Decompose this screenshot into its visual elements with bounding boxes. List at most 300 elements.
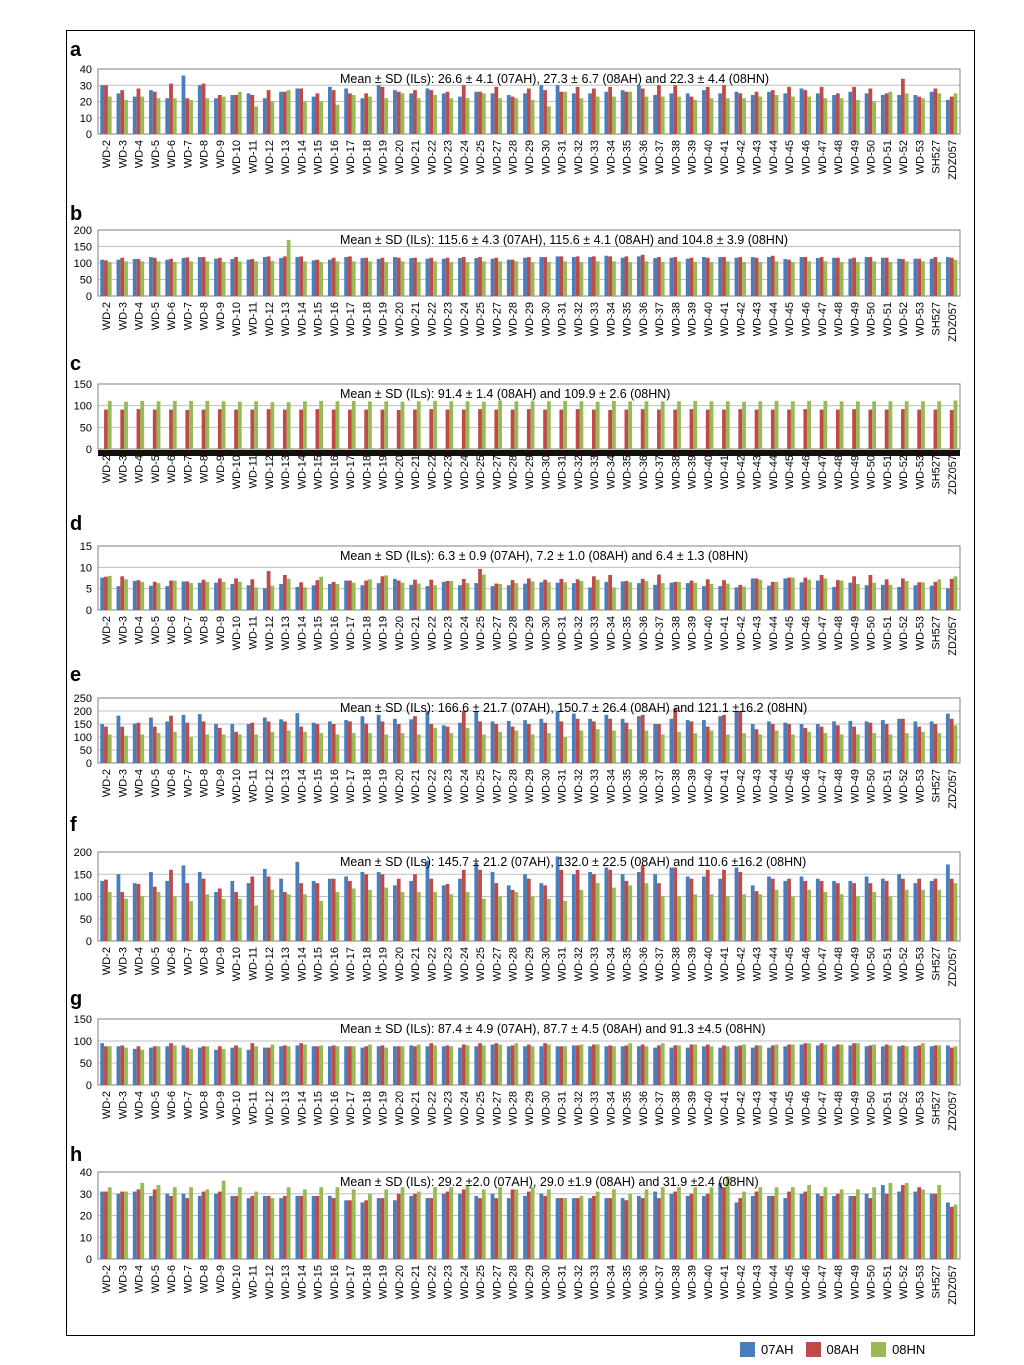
bar-08ah-zdz057 [950,97,954,134]
bar-08hn-wd-2 [108,1187,112,1259]
chart-panel-g [70,988,960,1131]
y-tick-label: 200 [73,706,92,718]
x-tick-label: WD-17 [345,1091,358,1126]
bar-07ah-wd-17 [344,257,348,296]
bar-08ah-wd-30 [543,1043,547,1085]
bar-08ah-wd-2 [104,1192,108,1259]
bar-08hn-wd-13 [287,894,291,941]
bar-07ah-wd-9 [214,583,218,610]
bar-07ah-wd-41 [718,879,722,941]
bar-07ah-wd-34 [604,1198,608,1259]
bar-08hn-wd-37 [661,897,665,942]
bar-08hn-wd-48 [840,581,844,610]
bar-08ah-wd-16 [332,724,336,763]
bar-08ah-wd-42 [738,872,742,941]
bar-08ah-wd-12 [267,256,271,296]
bar-08ah-wd-46 [803,578,807,610]
bar-07ah-wd-40 [702,257,706,296]
bar-08ah-wd-3 [120,410,124,449]
bar-08ah-wd-48 [836,580,840,610]
bar-08hn-sh527 [937,733,941,763]
bar-08hn-wd-9 [222,899,226,941]
bar-08ah-wd-16 [332,90,336,134]
bar-07ah-wd-44 [767,876,771,941]
bar-07ah-wd-39 [686,1196,690,1259]
x-tick-label: WD-53 [914,140,927,175]
bar-07ah-wd-2 [100,1043,104,1085]
bar-07ah-wd-2 [100,1192,104,1259]
bar-08ah-wd-44 [771,879,775,941]
bar-08hn-wd-44 [775,95,779,134]
x-tick-label: WD-18 [361,1091,374,1126]
bar-07ah-wd-21 [409,93,413,134]
bar-08hn-wd-28 [514,583,518,610]
bar-08hn-wd-30 [547,733,551,763]
bar-07ah-sh527 [930,1046,934,1085]
x-tick-label: WD-10 [231,769,244,804]
bar-08hn-wd-46 [807,732,811,763]
x-tick-label: WD-28 [507,302,520,337]
bar-08hn-wd-15 [319,733,323,763]
bar-07ah-wd-41 [718,257,722,296]
x-tick-label: WD-49 [849,616,862,651]
bar-07ah-wd-37 [653,1192,657,1259]
bar-07ah-wd-19 [377,1198,381,1259]
bar-07ah-wd-49 [848,583,852,610]
x-tick-label: WD-21 [410,769,423,804]
y-tick-label: 5 [85,583,92,596]
x-tick-label: WD-27 [491,302,504,337]
bar-07ah-wd-31 [556,85,560,134]
bar-07ah-wd-24 [458,1194,462,1259]
x-tick-label: ZDZ057 [946,769,959,809]
bar-07ah-wd-4 [133,1192,137,1259]
bar-08ah-wd-18 [364,723,368,763]
bar-08hn-wd-31 [563,1046,567,1085]
bar-07ah-wd-7 [182,258,186,296]
bar-08ah-wd-3 [120,258,124,296]
chart-panel-d [70,513,960,656]
x-tick-label: WD-7 [182,1265,195,1294]
bar-07ah-wd-24 [458,1048,462,1085]
bar-08ah-wd-34 [608,575,612,610]
bar-08ah-wd-43 [755,578,759,610]
bar-08ah-wd-40 [706,1045,710,1085]
bar-08ah-wd-16 [332,879,336,941]
bar-08hn-wd-8 [205,98,209,134]
bar-08hn-wd-3 [124,579,128,610]
bar-08hn-wd-6 [173,1045,177,1085]
bar-07ah-wd-50 [865,721,869,763]
bar-08ah-wd-3 [120,1045,124,1085]
bar-08ah-wd-35 [625,581,629,610]
bar-08hn-wd-13 [287,1046,291,1085]
x-tick-label: WD-53 [914,616,927,651]
panel-letter-h: h [70,1144,83,1166]
y-tick-label: 50 [79,1058,92,1070]
bar-08hn-wd-34 [612,401,616,449]
bar-08hn-wd-29 [531,401,535,449]
x-tick-label: WD-40 [702,302,715,337]
bar-07ah-wd-53 [913,585,917,610]
bar-08ah-wd-20 [397,1046,401,1085]
bar-08hn-wd-5 [157,401,161,449]
bar-07ah-wd-9 [214,1050,218,1085]
x-tick-label: SH527 [930,947,943,981]
bar-08hn-wd-15 [319,262,323,296]
bar-07ah-wd-32 [572,714,576,763]
bar-08ah-wd-37 [657,85,661,134]
bar-07ah-wd-28 [507,260,511,296]
bar-07ah-wd-12 [263,869,267,941]
x-tick-label: WD-53 [914,1265,927,1300]
bar-08hn-wd-28 [514,731,518,764]
x-tick-label: WD-21 [410,1091,423,1126]
x-tick-label: WD-25 [475,455,488,490]
x-tick-label: WD-50 [865,769,878,804]
bar-08ah-wd-38 [673,582,677,610]
bar-07ah-wd-12 [263,1196,267,1259]
x-tick-label: WD-33 [589,140,602,175]
bar-08hn-wd-39 [693,262,697,296]
bar-08ah-wd-15 [315,580,319,610]
x-tick-label: WD-17 [345,140,358,175]
bar-08hn-wd-38 [677,582,681,610]
bar-08hn-wd-24 [466,583,470,610]
bar-08hn-wd-8 [205,261,209,296]
bar-08ah-wd-23 [446,258,450,296]
x-tick-label: WD-48 [833,769,846,804]
x-tick-label: WD-28 [507,455,520,490]
x-tick-label: WD-25 [475,769,488,804]
x-tick-label: WD-41 [719,616,732,651]
bar-07ah-wd-3 [117,1194,121,1259]
bar-08ah-wd-19 [381,1045,385,1085]
x-tick-label: WD-23 [442,140,455,175]
bar-08hn-wd-34 [612,1046,616,1085]
x-tick-label: WD-22 [426,455,439,490]
bar-07ah-wd-43 [751,95,755,134]
x-tick-label: WD-11 [247,302,260,336]
bar-08ah-wd-2 [104,577,108,610]
bar-07ah-wd-38 [670,1048,674,1085]
x-tick-label: WD-30 [540,947,553,982]
bar-08ah-wd-14 [299,1196,303,1259]
x-tick-label: WD-31 [556,616,569,651]
bar-08ah-wd-37 [657,410,661,449]
bar-08ah-wd-27 [494,1198,498,1259]
x-tick-label: WD-30 [540,302,553,337]
bar-08hn-wd-31 [563,582,567,610]
bar-07ah-wd-40 [702,586,706,610]
bar-07ah-wd-30 [539,719,543,763]
x-tick-label: SH527 [930,140,943,174]
bar-07ah-wd-48 [832,1196,836,1259]
x-tick-label: WD-31 [556,1091,569,1126]
bar-08hn-wd-49 [856,1043,860,1085]
x-tick-label: WD-3 [117,1091,130,1120]
bar-07ah-wd-20 [393,579,397,610]
bar-08ah-wd-22 [429,580,433,610]
bar-08hn-wd-38 [677,401,681,449]
bar-08ah-wd-21 [413,1194,417,1259]
bar-08hn-wd-49 [856,1189,860,1259]
bar-08ah-wd-51 [885,1194,889,1259]
bar-08hn-wd-32 [580,581,584,610]
bar-08ah-wd-17 [348,256,352,296]
x-tick-label: WD-35 [621,769,634,804]
bar-08ah-wd-52 [901,719,905,763]
bar-08ah-wd-4 [137,884,141,941]
bar-08hn-wd-49 [856,401,860,449]
bar-08hn-wd-45 [791,97,795,134]
bar-08ah-wd-9 [218,888,222,941]
bar-07ah-wd-10 [230,1048,234,1085]
bar-07ah-wd-13 [279,92,283,134]
x-tick-label: WD-36 [637,1265,650,1300]
x-tick-label: WD-30 [540,140,553,175]
bar-07ah-wd-46 [800,1194,804,1259]
bar-07ah-wd-32 [572,874,576,941]
bar-08hn-wd-30 [547,1045,551,1085]
chart-panel-b [70,203,960,342]
bar-08ah-wd-3 [120,576,124,610]
x-tick-label: WD-36 [637,455,650,490]
x-tick-label: WD-49 [849,947,862,982]
bar-07ah-wd-12 [263,1048,267,1085]
bar-08hn-wd-4 [140,897,144,942]
bar-07ah-wd-23 [442,885,446,941]
bar-08hn-wd-17 [352,583,356,610]
bar-07ah-wd-5 [149,586,153,610]
bar-07ah-sh527 [930,586,934,610]
x-tick-label: WD-32 [572,302,585,337]
bar-08ah-wd-18 [364,1046,368,1085]
bar-08ah-sh527 [934,582,938,610]
bar-07ah-wd-35 [621,719,625,763]
bar-08hn-wd-8 [205,894,209,941]
bar-08ah-wd-29 [527,724,531,763]
bar-07ah-wd-52 [897,1046,901,1085]
bar-08ah-wd-32 [576,1198,580,1259]
x-tick-label: WD-22 [426,302,439,337]
x-tick-label: WD-19 [377,1265,390,1300]
bar-08ah-wd-46 [803,881,807,941]
x-tick-label: WD-33 [589,947,602,982]
bar-08hn-wd-24 [466,728,470,763]
x-tick-label: WD-31 [556,140,569,175]
x-tick-label: WD-18 [361,1265,374,1300]
x-tick-label: WD-46 [800,769,813,804]
bar-07ah-wd-13 [279,584,283,610]
bar-07ah-wd-28 [507,1046,511,1085]
bar-07ah-wd-29 [523,1196,527,1259]
x-tick-label: WD-49 [849,769,862,804]
bar-08ah-wd-15 [315,260,319,296]
x-tick-label: WD-6 [166,140,179,169]
bar-08hn-wd-23 [449,1187,453,1259]
bar-08hn-wd-38 [677,897,681,942]
legend-label-07ah: 07AH [761,1341,794,1357]
bar-07ah-wd-53 [913,721,917,763]
bar-08ah-wd-9 [218,409,222,449]
chart-title-h: Mean ± SD (ILs): 29.2 ±2.0 (07AH), 29.0 ±1.9 (08AH) and 31.9 ±2.4 (08HN) [340,1175,759,1189]
x-tick-label: WD-6 [166,1265,179,1294]
bar-08hn-wd-44 [775,890,779,941]
bar-08hn-wd-31 [563,261,567,296]
bar-07ah-wd-29 [523,720,527,763]
x-tick-label: WD-9 [214,302,227,331]
bar-08ah-wd-6 [169,716,173,763]
x-tick-label: WD-53 [914,769,927,804]
x-tick-label: WD-40 [702,616,715,651]
bar-07ah-wd-45 [783,93,787,134]
bar-08ah-wd-32 [576,719,580,763]
bar-07ah-wd-32 [572,583,576,610]
bar-08hn-wd-17 [352,261,356,296]
bar-08ah-wd-16 [332,410,336,449]
bar-08hn-wd-16 [336,1187,340,1259]
bar-08hn-wd-9 [222,734,226,763]
bar-07ah-wd-22 [426,861,430,941]
bar-08ah-wd-8 [202,1046,206,1085]
x-tick-label: WD-19 [377,947,390,982]
panel-letter-b: b [70,203,83,225]
bar-08ah-wd-30 [543,90,547,134]
bar-08ah-wd-8 [202,257,206,296]
bar-08ah-wd-49 [852,1043,856,1085]
x-tick-label: WD-41 [719,140,732,175]
x-tick-label: WD-40 [702,1265,715,1300]
bar-08ah-wd-8 [202,410,206,449]
y-tick-label: 30 [79,80,92,93]
bar-08ah-wd-46 [803,257,807,296]
bar-07ah-wd-38 [670,93,674,134]
x-tick-label: WD-40 [702,947,715,982]
bar-08ah-wd-24 [462,579,466,610]
bar-08hn-wd-50 [872,583,876,610]
bar-07ah-wd-15 [312,1196,316,1259]
bar-08hn-wd-24 [466,1185,470,1259]
bar-08hn-wd-46 [807,401,811,449]
bar-08hn-wd-32 [580,262,584,296]
x-tick-label: WD-53 [914,455,927,490]
bar-08hn-wd-9 [222,582,226,610]
bar-08hn-wd-22 [433,261,437,296]
bar-08hn-wd-51 [889,1183,893,1259]
x-tick-label: WD-50 [865,455,878,490]
bar-08hn-wd-52 [905,261,909,296]
bar-08ah-wd-38 [673,1192,677,1259]
bar-08hn-wd-3 [124,899,128,941]
bar-08hn-wd-52 [905,401,909,449]
x-tick-label: WD-7 [182,616,195,645]
y-tick-label: 50 [79,913,92,926]
bar-07ah-wd-4 [133,723,137,763]
bar-07ah-wd-5 [149,90,153,134]
bar-07ah-wd-23 [442,1194,446,1259]
bar-08ah-wd-30 [543,580,547,610]
bar-07ah-wd-44 [767,1048,771,1085]
x-tick-label: WD-10 [231,302,244,337]
x-tick-label: WD-37 [654,140,667,175]
bar-08ah-wd-28 [511,727,515,763]
bar-08hn-wd-48 [840,894,844,941]
bar-07ah-wd-51 [881,95,885,134]
bar-07ah-wd-14 [295,713,299,763]
bar-07ah-wd-52 [897,259,901,296]
bar-07ah-wd-2 [100,85,104,134]
bar-08hn-wd-50 [872,892,876,941]
x-tick-label: WD-38 [670,140,683,175]
bar-08hn-wd-41 [726,98,730,134]
bar-07ah-wd-33 [588,1198,592,1259]
x-tick-label: WD-22 [426,616,439,651]
bar-08hn-wd-39 [693,894,697,941]
bar-08ah-wd-46 [803,1192,807,1259]
y-tick-label: 200 [73,847,92,859]
x-tick-label: WD-29 [524,769,536,804]
bar-07ah-wd-13 [279,1046,283,1085]
bar-07ah-wd-11 [247,1198,251,1259]
bar-07ah-wd-41 [718,716,722,763]
bar-08ah-wd-12 [267,409,271,449]
x-tick-label: WD-32 [572,1265,585,1300]
bar-08ah-wd-4 [137,580,141,610]
bar-08ah-wd-45 [787,578,791,610]
bar-08hn-wd-12 [270,402,274,449]
bar-08ah-wd-18 [364,410,368,449]
x-tick-label: WD-51 [881,769,894,804]
bar-08ah-wd-15 [315,409,319,449]
bar-07ah-wd-51 [881,1185,885,1259]
bar-08ah-wd-9 [218,1192,222,1259]
bar-08hn-wd-36 [645,1189,649,1259]
x-tick-label: WD-23 [442,947,455,982]
x-tick-label: WD-23 [442,455,455,490]
x-tick-label: WD-50 [865,1091,878,1126]
x-tick-label: WD-32 [572,1091,585,1126]
bar-07ah-wd-13 [279,719,283,763]
x-tick-label: WD-43 [751,616,764,651]
bar-07ah-zdz057 [946,1202,950,1259]
bar-08ah-wd-9 [218,258,222,296]
bar-08hn-wd-53 [921,732,925,763]
bar-08hn-wd-14 [303,1045,307,1085]
x-tick-label: WD-40 [702,140,715,175]
x-tick-label: WD-20 [393,616,406,651]
bar-07ah-wd-5 [149,1196,153,1259]
bar-08hn-wd-44 [775,1187,779,1259]
bar-08ah-wd-46 [803,409,807,449]
bar-08hn-wd-10 [238,1048,242,1085]
bar-08ah-wd-43 [755,1045,759,1085]
bar-08ah-wd-6 [169,1043,173,1085]
bar-07ah-wd-19 [377,259,381,296]
bar-08ah-wd-53 [917,97,921,134]
bar-07ah-wd-38 [670,258,674,296]
bar-08hn-wd-53 [921,1189,925,1259]
bar-07ah-wd-34 [604,92,608,134]
bar-08hn-wd-46 [807,261,811,296]
bar-08ah-wd-53 [917,879,921,941]
bar-08ah-wd-32 [576,579,580,610]
chart-title-g: Mean ± SD (ILs): 87.4 ± 4.9 (07AH), 87.7 ± 4.5 (08AH) and 91.3 ±4.5 (08HN) [340,1022,766,1036]
bar-08hn-wd-20 [401,892,405,941]
bar-07ah-wd-12 [263,588,267,610]
x-tick-label: WD-46 [800,1265,813,1300]
x-tick-label: WD-8 [198,947,211,976]
